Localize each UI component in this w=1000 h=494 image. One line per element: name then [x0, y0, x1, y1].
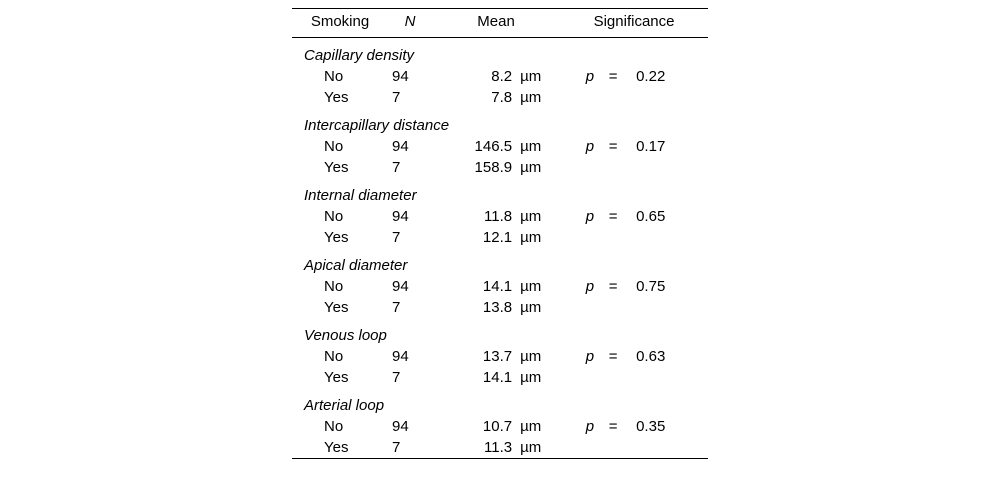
table-header-row: [292, 9, 708, 38]
row-mean-value: 11.8: [484, 208, 513, 225]
p-symbol: p: [585, 278, 595, 295]
row-label: Yes: [324, 229, 349, 246]
table-row: [292, 66, 708, 87]
row-label: No: [324, 418, 344, 435]
equals-symbol: =: [608, 348, 618, 365]
column-header-mean: Mean: [477, 13, 515, 30]
row-n-value: 7: [392, 299, 401, 316]
row-mean-value: 158.9: [474, 159, 513, 176]
table-row: [292, 136, 708, 157]
row-mean-unit: µm: [520, 229, 542, 246]
group-label: Arterial loop: [304, 397, 385, 414]
statistics-table: [292, 8, 708, 458]
row-n-value: 94: [392, 278, 409, 295]
row-mean-unit: µm: [520, 299, 542, 316]
equals-symbol: =: [608, 208, 618, 225]
p-value: 0.63: [636, 348, 666, 365]
row-label: Yes: [324, 299, 349, 316]
row-n-value: 94: [392, 138, 409, 155]
table-row: [292, 227, 708, 248]
table-row: [292, 437, 708, 458]
equals-symbol: =: [608, 278, 618, 295]
significance-empty-cell: [560, 87, 708, 108]
row-n-value: 7: [392, 369, 401, 386]
group-label: Venous loop: [304, 327, 387, 344]
row-mean-value: 12.1: [482, 229, 513, 246]
group-header-row: [292, 178, 708, 206]
row-mean-unit: µm: [520, 439, 542, 456]
table-row: [292, 206, 708, 227]
equals-symbol: =: [608, 418, 618, 435]
row-label: No: [324, 278, 344, 295]
p-symbol: p: [585, 418, 595, 435]
row-mean-unit: µm: [520, 159, 542, 176]
table-row: [292, 346, 708, 367]
group-label: Intercapillary distance: [304, 117, 450, 134]
table-row: [292, 297, 708, 318]
row-mean-unit: µm: [520, 68, 542, 85]
row-n-value: 7: [392, 159, 401, 176]
group-header-row: [292, 248, 708, 276]
row-n-value: 7: [392, 229, 401, 246]
significance-empty-cell: [560, 437, 708, 458]
table-bottom-rule: [292, 458, 708, 459]
group-header-row: [292, 38, 708, 67]
row-mean-value: 10.7: [482, 418, 513, 435]
row-n-value: 94: [392, 208, 409, 225]
row-mean-value: 8.2: [491, 68, 513, 85]
row-mean-value: 146.5: [474, 138, 513, 155]
row-label: No: [324, 68, 344, 85]
equals-symbol: =: [608, 138, 618, 155]
row-n-value: 7: [392, 89, 401, 106]
table-header: [292, 9, 708, 38]
row-label: No: [324, 348, 344, 365]
row-mean-value: 14.1: [482, 369, 513, 386]
row-n-value: 94: [392, 418, 409, 435]
row-mean-unit: µm: [520, 369, 542, 386]
p-value: 0.17: [636, 138, 666, 155]
table-row: [292, 367, 708, 388]
column-header-significance: Significance: [593, 13, 675, 30]
p-symbol: p: [585, 68, 595, 85]
row-mean-value: 13.8: [482, 299, 513, 316]
group-header-row: [292, 108, 708, 136]
row-mean-unit: µm: [520, 89, 542, 106]
column-header-n: N: [404, 13, 416, 30]
row-label: Yes: [324, 89, 349, 106]
p-value: 0.75: [636, 278, 666, 295]
row-label: Yes: [324, 369, 349, 386]
significance-empty-cell: [560, 297, 708, 318]
equals-symbol: =: [608, 68, 618, 85]
group-header-row: [292, 318, 708, 346]
row-mean-value: 11.3: [484, 439, 513, 456]
p-value: 0.65: [636, 208, 666, 225]
row-mean-unit: µm: [520, 348, 542, 365]
table-row: [292, 416, 708, 437]
row-mean-unit: µm: [520, 208, 542, 225]
row-label: Yes: [324, 439, 349, 456]
p-symbol: p: [585, 348, 595, 365]
group-label: Capillary density: [304, 47, 415, 64]
row-mean-unit: µm: [520, 138, 542, 155]
row-label: Yes: [324, 159, 349, 176]
row-label: No: [324, 208, 344, 225]
p-value: 0.35: [636, 418, 666, 435]
group-header-row: [292, 388, 708, 416]
row-mean-value: 13.7: [482, 348, 513, 365]
table-row: [292, 157, 708, 178]
table-row: [292, 276, 708, 297]
row-mean-value: 14.1: [482, 278, 513, 295]
significance-empty-cell: [560, 157, 708, 178]
p-value: 0.22: [636, 68, 666, 85]
p-symbol: p: [585, 138, 595, 155]
table-body: [292, 38, 708, 459]
row-label: No: [324, 138, 344, 155]
significance-empty-cell: [560, 227, 708, 248]
statistics-table-container: [292, 8, 708, 459]
row-n-value: 94: [392, 68, 409, 85]
significance-empty-cell: [560, 367, 708, 388]
row-mean-value: 7.8: [491, 89, 513, 106]
group-label: Internal diameter: [304, 187, 417, 204]
group-label: Apical diameter: [304, 257, 408, 274]
table-row: [292, 87, 708, 108]
p-symbol: p: [585, 208, 595, 225]
column-header-smoking: Smoking: [310, 13, 370, 30]
row-n-value: 94: [392, 348, 409, 365]
row-n-value: 7: [392, 439, 401, 456]
row-mean-unit: µm: [520, 418, 542, 435]
row-mean-unit: µm: [520, 278, 542, 295]
